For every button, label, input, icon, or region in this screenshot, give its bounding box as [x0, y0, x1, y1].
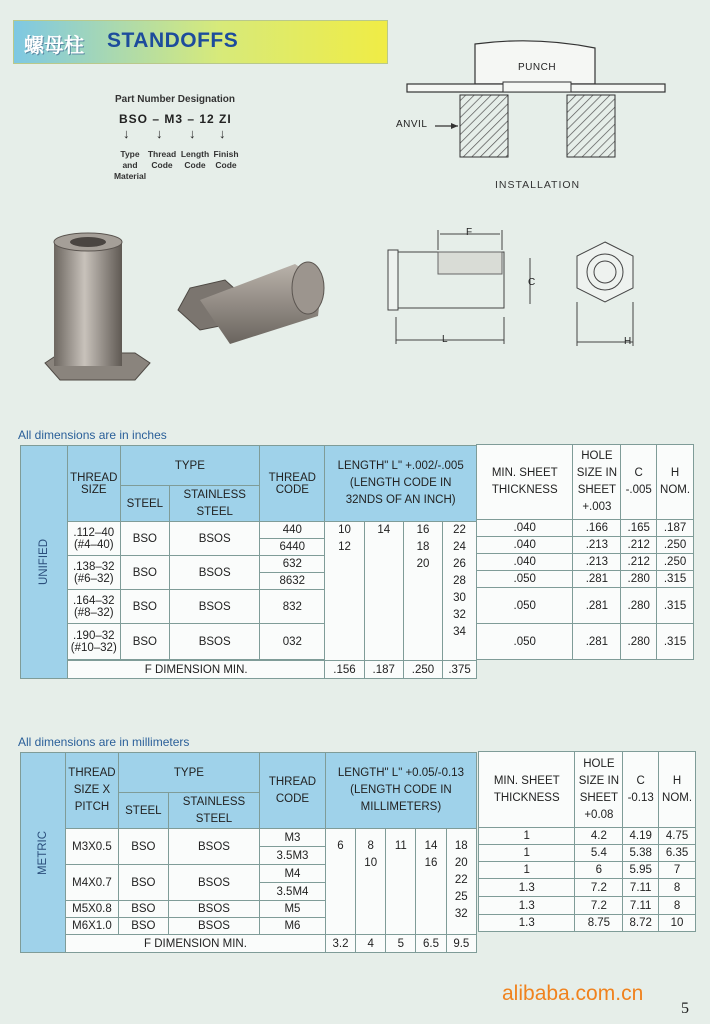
c-cell: 5.95 — [623, 862, 659, 879]
anvil-label: ANVIL — [396, 119, 428, 130]
stainless-cell: BSOS — [168, 918, 259, 935]
h-cell: .315 — [657, 624, 694, 660]
h-cell: 8 — [659, 897, 696, 915]
h-cell: .315 — [657, 588, 694, 624]
min-sheet-cell: .040 — [477, 537, 573, 554]
thread-size-cell: .138–32 (#6–32) — [68, 556, 121, 590]
header-stainless: STAINLESS STEEL — [170, 486, 260, 522]
dimension-drawing — [380, 222, 670, 352]
header-min-sheet: MIN. SHEET THICKNESS — [479, 752, 575, 828]
length-col-3: 11 — [386, 829, 416, 935]
thread-size-cell: M5X0.8 — [66, 901, 119, 918]
thread-code-cell: 032 — [260, 624, 325, 660]
header-min-sheet: MIN. SHEET THICKNESS — [477, 445, 573, 520]
punch-label: PUNCH — [518, 62, 557, 73]
part-number-heading: Part Number Designation — [115, 94, 236, 105]
min-sheet-cell: .040 — [477, 554, 573, 571]
length-col-4: 14 16 — [416, 829, 446, 935]
f-dimension-value: .187 — [364, 661, 403, 679]
installation-label: INSTALLATION — [495, 179, 581, 191]
header-h: H NOM. — [657, 445, 694, 520]
h-cell: .315 — [657, 571, 694, 588]
part-number-code: BSO – M3 – 12 ZI — [119, 112, 232, 126]
hole-cell: .213 — [573, 537, 621, 554]
min-sheet-cell: .040 — [477, 520, 573, 537]
steel-cell: BSO — [118, 829, 168, 865]
thread-size-cell: M3X0.5 — [66, 829, 119, 865]
length-col-2: 8 10 — [356, 829, 386, 935]
f-dimension-value: .156 — [325, 661, 364, 679]
min-sheet-cell: .050 — [477, 571, 573, 588]
thread-size-cell: .190–32 (#10–32) — [68, 624, 121, 660]
h-cell: 7 — [659, 862, 696, 879]
length-col-2: 14 — [364, 522, 403, 661]
c-cell: .280 — [621, 571, 657, 588]
alibaba-watermark: alibaba.com.cn — [502, 982, 644, 1005]
label-thread-code: Thread Code — [147, 149, 177, 170]
thread-code-cell: 3.5M4 — [260, 883, 326, 901]
min-sheet-cell: 1 — [479, 828, 575, 845]
header-type: TYPE — [118, 753, 259, 793]
hole-cell: 5.4 — [575, 845, 623, 862]
min-sheet-cell: .050 — [477, 624, 573, 660]
header-thread-code: THREAD CODE — [260, 753, 326, 829]
title-banner — [13, 20, 388, 64]
metric-side-label: METRIC — [21, 753, 66, 953]
h-cell: .187 — [657, 520, 694, 537]
length-col-5: 18 20 22 25 32 — [446, 829, 476, 935]
min-sheet-cell: .050 — [477, 588, 573, 624]
metric-spec-table — [20, 752, 477, 953]
label-finish-code: Finish Code — [213, 149, 239, 170]
header-hole: HOLE SIZE IN SHEET +.003 — [573, 445, 621, 520]
down-arrow-icon: ↓ — [123, 126, 130, 141]
hole-cell: .213 — [573, 554, 621, 571]
stainless-cell: BSOS — [170, 556, 260, 590]
hole-cell: .281 — [573, 624, 621, 660]
min-sheet-cell: 1.3 — [479, 897, 575, 915]
thread-code-cell: M6 — [260, 918, 326, 935]
stainless-cell: BSOS — [168, 865, 259, 901]
min-sheet-cell: 1.3 — [479, 915, 575, 932]
h-cell: 6.35 — [659, 845, 696, 862]
thread-size-cell: M6X1.0 — [66, 918, 119, 935]
steel-cell: BSO — [120, 556, 170, 590]
header-thread-size: THREAD SIZE — [68, 446, 121, 522]
c-cell: 8.72 — [623, 915, 659, 932]
unified-side-label: UNIFIED — [21, 446, 68, 679]
c-cell: .280 — [621, 588, 657, 624]
header-stainless: STAINLESS STEEL — [168, 793, 259, 829]
length-col-1: 10 12 — [325, 522, 364, 661]
inch-right-table — [476, 444, 694, 660]
f-dimension-label: F DIMENSION MIN. — [68, 661, 325, 679]
c-cell: 5.38 — [623, 845, 659, 862]
hole-cell: .166 — [573, 520, 621, 537]
inch-spec-table — [20, 445, 477, 679]
steel-cell: BSO — [118, 918, 168, 935]
dim-c-label: C — [528, 277, 536, 288]
h-cell: 8 — [659, 879, 696, 897]
min-sheet-cell: 1 — [479, 845, 575, 862]
h-cell: 4.75 — [659, 828, 696, 845]
c-cell: 7.11 — [623, 897, 659, 915]
thread-code-cell: 3.5M3 — [260, 847, 326, 865]
hole-cell: .281 — [573, 588, 621, 624]
f-dimension-value: 6.5 — [416, 935, 446, 953]
label-length-code: Length Code — [180, 149, 210, 170]
label-type-material: Type and Material — [113, 149, 147, 181]
hole-cell: 8.75 — [575, 915, 623, 932]
header-c: C -.005 — [621, 445, 657, 520]
c-cell: .212 — [621, 554, 657, 571]
inch-note: All dimensions are in inches — [18, 428, 167, 442]
c-cell: .212 — [621, 537, 657, 554]
stainless-cell: BSOS — [168, 901, 259, 918]
thread-code-cell: M3 — [260, 829, 326, 847]
steel-cell: BSO — [120, 590, 170, 624]
stainless-cell: BSOS — [168, 829, 259, 865]
header-steel: STEEL — [118, 793, 168, 829]
thread-size-cell: .112–40 (#4–40) — [68, 522, 121, 556]
f-dimension-value: 3.2 — [325, 935, 355, 953]
installation-diagram — [395, 38, 670, 170]
down-arrow-icon: ↓ — [189, 126, 196, 141]
header-h: H NOM. — [659, 752, 696, 828]
steel-cell: BSO — [120, 522, 170, 556]
header-hole: HOLE SIZE IN SHEET +0.08 — [575, 752, 623, 828]
steel-cell: BSO — [118, 865, 168, 901]
down-arrow-icon: ↓ — [156, 126, 163, 141]
f-dimension-value: 4 — [356, 935, 386, 953]
h-cell: .250 — [657, 537, 694, 554]
header-length: LENGTH" L" +.002/-.005 (LENGTH CODE IN 32NDS OF AN INCH) — [325, 446, 477, 522]
c-cell: .165 — [621, 520, 657, 537]
dim-l-label: L — [442, 334, 448, 345]
thread-code-cell: 6440 — [260, 539, 325, 556]
dim-h-label: H — [624, 336, 632, 347]
thread-code-cell: M5 — [260, 901, 326, 918]
hole-cell: .281 — [573, 571, 621, 588]
hole-cell: 7.2 — [575, 897, 623, 915]
thread-code-cell: M4 — [260, 865, 326, 883]
header-steel: STEEL — [120, 486, 170, 522]
page-number: 5 — [681, 1000, 689, 1017]
hole-cell: 7.2 — [575, 879, 623, 897]
header-length: LENGTH" L" +0.05/-0.13 (LENGTH CODE IN MILLIMETERS) — [325, 753, 476, 829]
header-thread-size: THREAD SIZE X PITCH — [66, 753, 119, 829]
c-cell: 4.19 — [623, 828, 659, 845]
mm-note: All dimensions are in millimeters — [18, 735, 190, 749]
metric-right-table — [478, 751, 696, 932]
length-col-3: 16 18 20 — [403, 522, 442, 661]
thread-code-cell: 632 — [260, 556, 325, 573]
f-dimension-value: 9.5 — [446, 935, 476, 953]
header-type: TYPE — [120, 446, 260, 486]
c-cell: 7.11 — [623, 879, 659, 897]
title-chinese: 螺母柱 — [24, 33, 84, 57]
min-sheet-cell: 1 — [479, 862, 575, 879]
thread-code-cell: 440 — [260, 522, 325, 539]
h-cell: .250 — [657, 554, 694, 571]
stainless-cell: BSOS — [170, 624, 260, 660]
header-c: C -0.13 — [623, 752, 659, 828]
thread-size-cell: .164–32 (#8–32) — [68, 590, 121, 624]
thread-code-cell: 832 — [260, 590, 325, 624]
thread-code-cell: 8632 — [260, 573, 325, 590]
down-arrow-icon: ↓ — [219, 126, 226, 141]
steel-cell: BSO — [120, 624, 170, 660]
f-dimension-value: .250 — [403, 661, 442, 679]
dim-f-label: F — [466, 227, 473, 238]
stainless-cell: BSOS — [170, 590, 260, 624]
c-cell: .280 — [621, 624, 657, 660]
hole-cell: 6 — [575, 862, 623, 879]
steel-cell: BSO — [118, 901, 168, 918]
thread-size-cell: M4X0.7 — [66, 865, 119, 901]
standoff-photo — [40, 228, 330, 388]
min-sheet-cell: 1.3 — [479, 879, 575, 897]
header-thread-code: THREAD CODE — [260, 446, 325, 522]
stainless-cell: BSOS — [170, 522, 260, 556]
f-dimension-label: F DIMENSION MIN. — [66, 935, 326, 953]
h-cell: 10 — [659, 915, 696, 932]
title-english: STANDOFFS — [107, 29, 239, 52]
f-dimension-value: .375 — [443, 661, 477, 679]
length-col-4: 22 24 26 28 30 32 34 — [443, 522, 477, 661]
f-dimension-value: 5 — [386, 935, 416, 953]
hole-cell: 4.2 — [575, 828, 623, 845]
length-col-1: 6 — [325, 829, 355, 935]
